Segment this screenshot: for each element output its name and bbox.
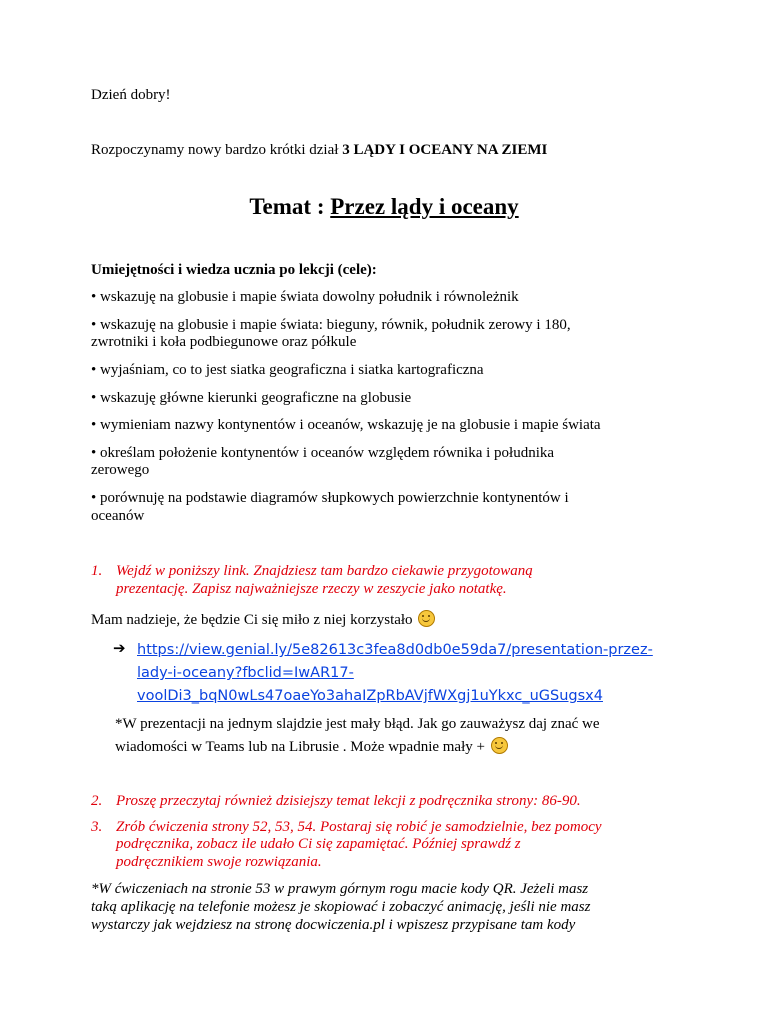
task-3-line: podręcznikiem swoje rozwiązania. bbox=[116, 854, 322, 870]
note-text: wiadomości w Teams lub na Librusie . Może wpadnie mały + bbox=[115, 739, 489, 755]
intro-line bbox=[91, 141, 547, 159]
task-3-line: Zrób ćwiczenia strony 52, 53, 54. Postaraj się robić je samodzielnie, bez pomocy bbox=[116, 819, 602, 835]
skill-item: • wymieniam nazwy kontynentów i oceanów, wskazuję je na globusie i mapie świata bbox=[91, 417, 601, 433]
skills-heading: Umiejętności i wiedza ucznia po lekcji (cele): bbox=[91, 262, 377, 278]
skill-item: zwrotniki i koła podbiegunowe oraz półkule bbox=[91, 334, 357, 350]
smiley-icon bbox=[491, 737, 508, 754]
presentation-link-line-2[interactable]: lady-i-oceany?fbclid=IwAR17- bbox=[137, 665, 354, 681]
hope-line bbox=[91, 610, 435, 629]
hope-text: Mam nadzieje, że będzie Ci się miło z niej korzystało bbox=[91, 612, 417, 628]
skill-item: • wskazuję na globusie i mapie świata: bieguny, równik, południk zerowy i 180, bbox=[91, 317, 571, 333]
smiley-icon bbox=[418, 610, 435, 627]
skill-item: • określam położenie kontynentów i oceanów względem równika i południka bbox=[91, 445, 555, 461]
intro-text: Rozpoczynamy nowy bardzo krótki dział bbox=[91, 142, 343, 158]
arrow-right-icon: ➔ bbox=[113, 641, 126, 657]
skill-item: • wskazuję na globusie i mapie świata dowolny południk i równoleżnik bbox=[91, 289, 519, 305]
task-1-line: prezentację. Zapisz najważniejsze rzeczy w zeszycie jako notatkę. bbox=[116, 581, 507, 597]
task-2-number: 2. bbox=[91, 793, 103, 809]
task-3-line: podręcznika, zobacz ile udało Ci się zapamiętać. Później sprawdź z bbox=[116, 836, 521, 852]
note-line-2 bbox=[115, 737, 508, 756]
note-line: *W prezentacji na jednym slajdzie jest mały błąd. Jak go zauważysz daj znać we bbox=[115, 716, 600, 732]
title-prefix: Temat : bbox=[249, 194, 331, 219]
task-1-number: 1. bbox=[91, 563, 103, 579]
skill-item: zerowego bbox=[91, 462, 150, 478]
footnote-line: *W ćwiczeniach na stronie 53 w prawym górnym rogu macie kody QR. Jeżeli masz bbox=[91, 881, 589, 897]
title-main: Przez lądy i oceany bbox=[330, 194, 519, 219]
greeting: Dzień dobry! bbox=[91, 87, 171, 103]
task-1-line: Wejdź w poniższy link. Znajdziesz tam bardzo ciekawie przygotowaną bbox=[116, 563, 533, 579]
skill-item: oceanów bbox=[91, 508, 145, 524]
page-title bbox=[0, 194, 768, 220]
footnote-line: wystarczy jak wejdziesz na stronę docwiczenia.pl i wpiszesz przypisane tam kody bbox=[91, 917, 576, 933]
skill-item: • wyjaśniam, co to jest siatka geograficzna i siatka kartograficzna bbox=[91, 362, 484, 378]
footnote-line: taką aplikację na telefonie możesz je skopiować i zobaczyć animację, jeśli nie masz bbox=[91, 899, 591, 915]
task-2-line: Proszę przeczytaj również dzisiejszy temat lekcji z podręcznika strony: 86-90. bbox=[116, 793, 581, 809]
task-3-number: 3. bbox=[91, 819, 103, 835]
skill-item: • wskazuję główne kierunki geograficzne na globusie bbox=[91, 390, 412, 406]
skill-item: • porównuję na podstawie diagramów słupkowych powierzchnie kontynentów i bbox=[91, 490, 569, 506]
presentation-link-line-1[interactable]: https://view.genial.ly/5e82613c3fea8d0db0e59da7/presentation-przez- bbox=[137, 642, 653, 658]
presentation-link-line-3[interactable]: voolDi3_bqN0wLs47oaeYo3ahaIZpRbAVjfWXgj1uYkxc_uGSugsx4 bbox=[137, 688, 603, 704]
intro-chapter: 3 LĄDY I OCEANY NA ZIEMI bbox=[342, 142, 548, 158]
